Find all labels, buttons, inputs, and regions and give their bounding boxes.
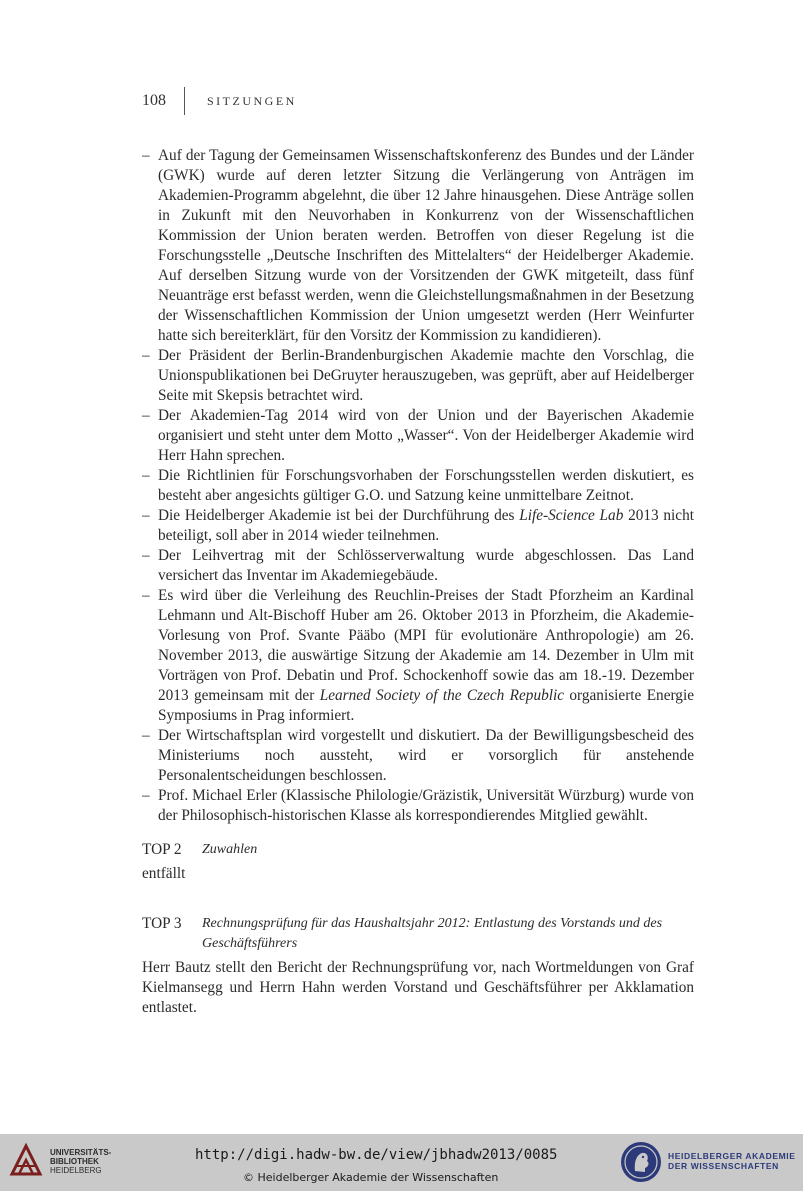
academy-line-2: DER WISSENSCHAFTEN (668, 1161, 779, 1171)
dash-marker: – (142, 727, 150, 744)
dash-marker: – (142, 787, 150, 804)
academy-line-1: HEIDELBERGER AKADEMIE (668, 1151, 796, 1161)
list-item-text: Der Leihvertrag mit der Schlösserverwaltung wurde abgeschlossen. Das Land versichert das Inventar im Akademiegebäude. (158, 547, 694, 584)
footer-bar (0, 1134, 803, 1191)
ub-line-1: UNIVERSITÄTS- (50, 1148, 112, 1157)
academy-seal-icon[interactable] (620, 1141, 662, 1183)
list-item-text-after: organisierte Energie Symposiums in Prag informiert. (158, 687, 694, 724)
list-item-text-before: Es wird über die Verleihung des Reuchlin-Preises der Stadt Pforzheim an Kardinal Lehmann und Alt-Bischoff Huber am 26. Oktober 2013 in Pforzheim, die Akademie-Vorlesung von Prof. Svante Pääbo (MPI für evolutionäre Anthropologie) am 26. November 2013, die auswärtige Sitzung der Akademie am 14. Dezember in Ulm mit Vorträgen von Prof. Debatin und Prof. Schockenhoff sowie das am 18.-19. Dezember 2013 gemeinsam mit der (158, 587, 694, 704)
list-item (142, 726, 694, 786)
list-item-text-after: 2013 nicht beteiligt, soll aber in 2014 wieder teilnehmen. (158, 507, 694, 544)
list-item-text: Die Richtlinien für Forschungsvorhaben der Forschungsstellen werden diskutiert, es besteht aber angesichts gültiger G.O. und Satzung keine unmittelbare Zeitnot. (158, 467, 694, 504)
list-item (142, 506, 694, 546)
list-item (142, 466, 694, 506)
main-content (142, 146, 694, 1018)
copyright-notice: © Heidelberger Akademie der Wissenschaften (243, 1171, 499, 1184)
dash-marker: – (142, 467, 150, 484)
top3-heading (142, 914, 694, 954)
list-item-text: Der Präsident der Berlin-Brandenburgischen Akademie machte den Vorschlag, die Unionspublikationen bei DeGruyter herauszugeben, was geprüft, aber auf Heidelberger Seite mit Skepsis betrachtet wird. (158, 347, 694, 404)
list-item (142, 406, 694, 466)
academy-name (668, 1151, 796, 1171)
list-item-italic: Life-Science Lab (519, 507, 624, 524)
header-divider (184, 87, 185, 115)
agenda-item-list (142, 146, 694, 826)
list-item-text: Der Akademien-Tag 2014 wird von der Union und der Bayerischen Akademie organisiert und steht unter dem Motto „Wasser“. Von der Heidelberger Akademie wird Herr Hahn sprechen. (158, 407, 694, 464)
list-item (142, 786, 694, 826)
dash-marker: – (142, 407, 150, 424)
list-item (142, 546, 694, 586)
dash-marker: – (142, 147, 150, 164)
list-item-text: Prof. Michael Erler (Klassische Philologie/Gräzistik, Universität Würzburg) wurde von der Philosophisch-historischen Klasse als korrespondierendes Mitglied gewählt. (158, 787, 694, 824)
university-library-logo-icon[interactable] (8, 1142, 44, 1178)
top2-body: entfällt (142, 865, 186, 882)
list-item (142, 586, 694, 726)
list-item-text: Der Wirtschaftsplan wird vorgestellt und diskutiert. Da der Bewilligungsbescheid des Ministeriums noch aussteht, wird er vorsorglich für anstehende Personalentscheidungen beschlossen. (158, 727, 694, 784)
list-item-italic: Learned Society of the Czech Republic (319, 687, 565, 704)
top2-label: TOP 2 (142, 841, 182, 858)
page-number: 108 (142, 92, 166, 109)
dash-marker: – (142, 547, 150, 564)
running-head: SITZUNGEN (207, 93, 297, 108)
list-item-text-before: Die Heidelberger Akademie ist bei der Durchführung des (158, 507, 520, 524)
top3-body: Herr Bautz stellt den Bericht der Rechnungsprüfung vor, nach Wortmeldungen von Graf Kielmansegg und Herrn Hahn werden Vorstand und Geschäftsführer per Akklamation entlastet. (142, 959, 694, 1016)
top2-title: Zuwahlen (202, 842, 258, 857)
top2-heading (142, 840, 694, 860)
top3-title: Rechnungsprüfung für das Haushaltsjahr 2012: Entlastung des Vorstands und des Geschäftsführers (202, 916, 663, 951)
list-item (142, 346, 694, 406)
ub-line-3: HEIDELBERG (50, 1166, 102, 1175)
dash-marker: – (142, 347, 150, 364)
source-url-link[interactable]: http://digi.hadw-bw.de/view/jbhadw2013/0085 (195, 1147, 558, 1163)
dash-marker: – (142, 587, 150, 604)
ub-line-2: BIBLIOTHEK (50, 1157, 99, 1166)
list-item-text: Auf der Tagung der Gemeinsamen Wissenschaftskonferenz des Bundes und der Länder (GWK) wurde auf deren letzter Sitzung die Verlängerung von Anträgen im Akademien-Programm abgelehnt, die über 12 Jahre hinausgehen. Diese Anträge sollen in Zukunft mit den Neuvorhaben in Konkurrenz von der Wissenschaftlichen Kommission der Union beraten werden. Betroffen von dieser Regelung ist die Forschungsstelle „Deutsche Inschriften des Mittelalters“ der Heidelberger Akademie. Auf derselben Sitzung wurde von der Vorsitzenden der GWK mitgeteilt, dass fünf Neuanträge erst befasst werden, wenn die Gleichstellungsmaßnahmen in der Besetzung der Wissenschaftlichen Kommission der Union umgesetzt werden (Herr Weinfurter hatte sich bereiterklärt, für den Vorsitz der Kommission zu kandidieren). (158, 147, 694, 344)
top3-label: TOP 3 (142, 915, 182, 932)
university-library-name (50, 1148, 111, 1175)
dash-marker: – (142, 507, 150, 524)
list-item (142, 146, 694, 346)
page-header (142, 86, 297, 116)
